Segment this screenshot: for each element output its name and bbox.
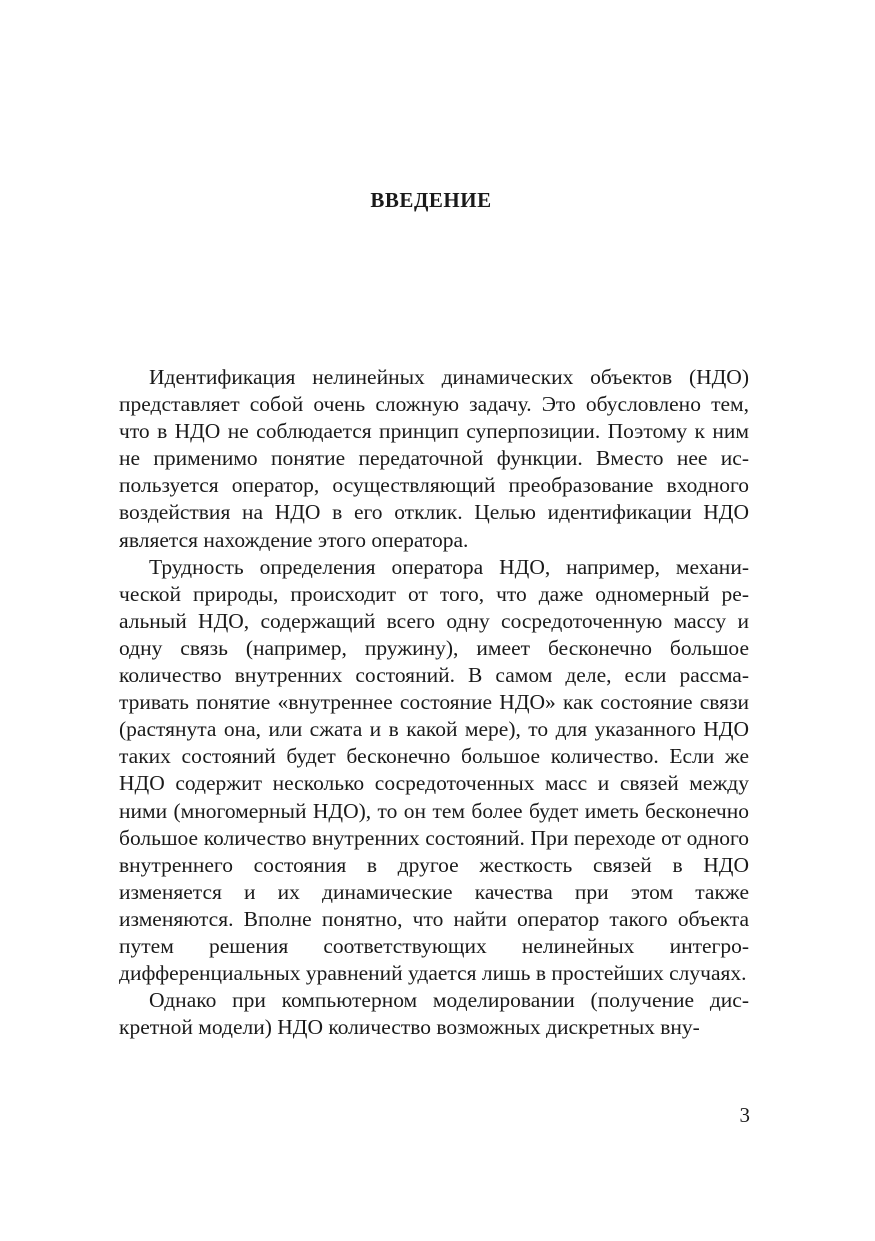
chapter-heading: ВВЕДЕНИЕ bbox=[370, 188, 492, 212]
body-text bbox=[119, 364, 749, 1041]
page-number: 3 bbox=[739, 1103, 750, 1127]
paragraph-2: Трудность определения оператора НДО, например, механической природы, происходит от того, что даже одномерный реальный НДО, содержащий всего одну сосредоточенную массу и одну связь (например, пружину), имеет бесконечно большое количество внутренних состояний. В самом деле, если рассматривать понятие «внутреннее состояние НДО» как состояние связи (растянута она, или сжата и в какой мере), то для указанного НДО таких состояний будет бесконечно большое количество. Если же НДО содержит несколько сосредоточенных масс и связей между ними (многомерный НДО), то он тем более будет иметь бесконечно большое количество внутренних состояний. При переходе от одного внутреннего состояния в другое жесткость связей в НДО изменяется и их динамические качества при этом также изменяются. Вполне понятно, что найти оператор такого объекта путем решения соответствующих нелинейных интегро-дифференциальных уравнений удается лишь в простейших случаях. bbox=[119, 554, 749, 986]
paragraph-1: Идентификация нелинейных динамических объектов (НДО) представляет собой очень сложную задачу. Это обусловлено тем, что в НДО не соблюдается принцип суперпозиции. Поэтому к ним не применимо понятие передаточной функции. Вместо нее используется оператор, осуществляющий преобразование входного воздействия на НДО в его отклик. Целью идентификации НДО является нахождение этого оператора. bbox=[119, 365, 749, 552]
paragraph-3: Однако при компьютерном моделировании (получение дискретной модели) НДО количество возможных дискретных вну- bbox=[119, 988, 749, 1040]
